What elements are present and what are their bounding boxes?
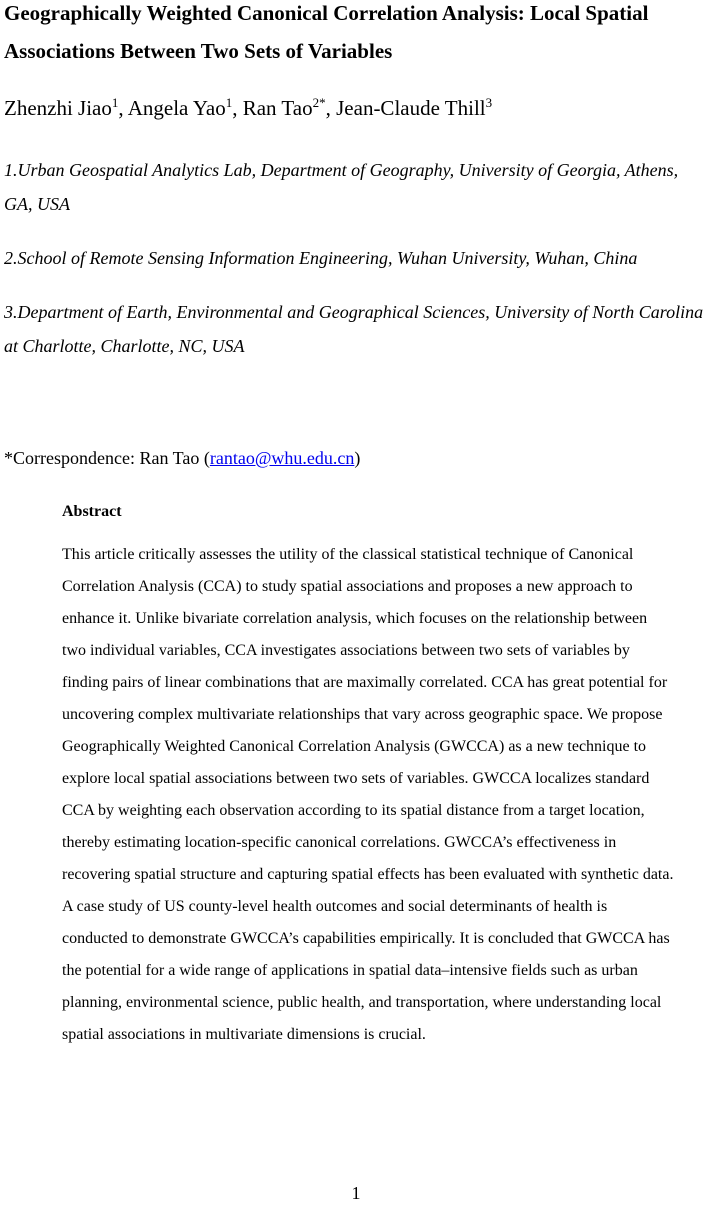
page-number: 1 — [351, 1183, 361, 1203]
affiliation-3: 3.Department of Earth, Environmental and Geographical Sciences, University of North Carolina at Charlotte, Charlotte, NC, USA — [4, 302, 704, 356]
correspondence: *Correspondence: Ran Tao (rantao@whu.edu.cn) — [4, 448, 361, 468]
author: Zhenzhi Jiao$^1$ — [4, 95, 119, 120]
affiliation-1: 1.Urban Geospatial Analytics Lab, Department of Geography, University of Georgia, Athens, GA, USA — [4, 160, 679, 214]
author-list: Zhenzhi Jiao$^1$, Angela Yao$^1$, Ran Tao$^{2*}$, Jean-Claude Thill$^3$ — [4, 95, 493, 120]
author: Angela Yao$^1$ — [127, 95, 233, 120]
paper-title: Geographically Weighted Canonical Correlation Analysis: Local Spatial Associations Between Two Sets of Variables — [4, 1, 649, 63]
author: Jean-Claude Thill$^3$ — [336, 95, 493, 120]
abstract-heading: Abstract — [62, 503, 122, 520]
abstract-text: This article critically assesses the utility of the classical statistical technique of Canonical Correlation Analysis (CCA) to study spatial associations and proposes a new approach to enhance it. Unlike bivariate correlation analysis, which focuses on the relationship between two individual variables, CCA investigates associations between two sets of variables by finding pairs of linear combinations that are maximally correlated. CCA has great potential for uncovering complex multivariate relationships that vary across geographic space. We propose Geographically Weighted Canonical Correlation Analysis (GWCCA) as a new technique to explore local spatial associations between two sets of variables. GWCCA localizes standard CCA by weighting each observation according to its spatial distance from a target location, thereby estimating location-specific canonical correlations. GWCCA’s effectiveness in recovering spatial structure and capturing spatial effects has been evaluated with synthetic data. A case study of US county-level health outcomes and social determinants of health is conducted to demonstrate GWCCA’s capabilities empirically. It is concluded that GWCCA has the potential for a wide range of applications in spatial data–intensive fields such as urban planning, environmental science, public health, and transportation, where understanding local spatial associations in multivariate dimensions is crucial. — [62, 546, 674, 1043]
author: Ran Tao$^{2*}$ — [242, 95, 326, 120]
affiliation-2: 2.School of Remote Sensing Information Engineering, Wuhan University, Wuhan, China — [4, 248, 638, 268]
correspondence-email-link[interactable]: rantao@whu.edu.cn — [209, 448, 355, 468]
